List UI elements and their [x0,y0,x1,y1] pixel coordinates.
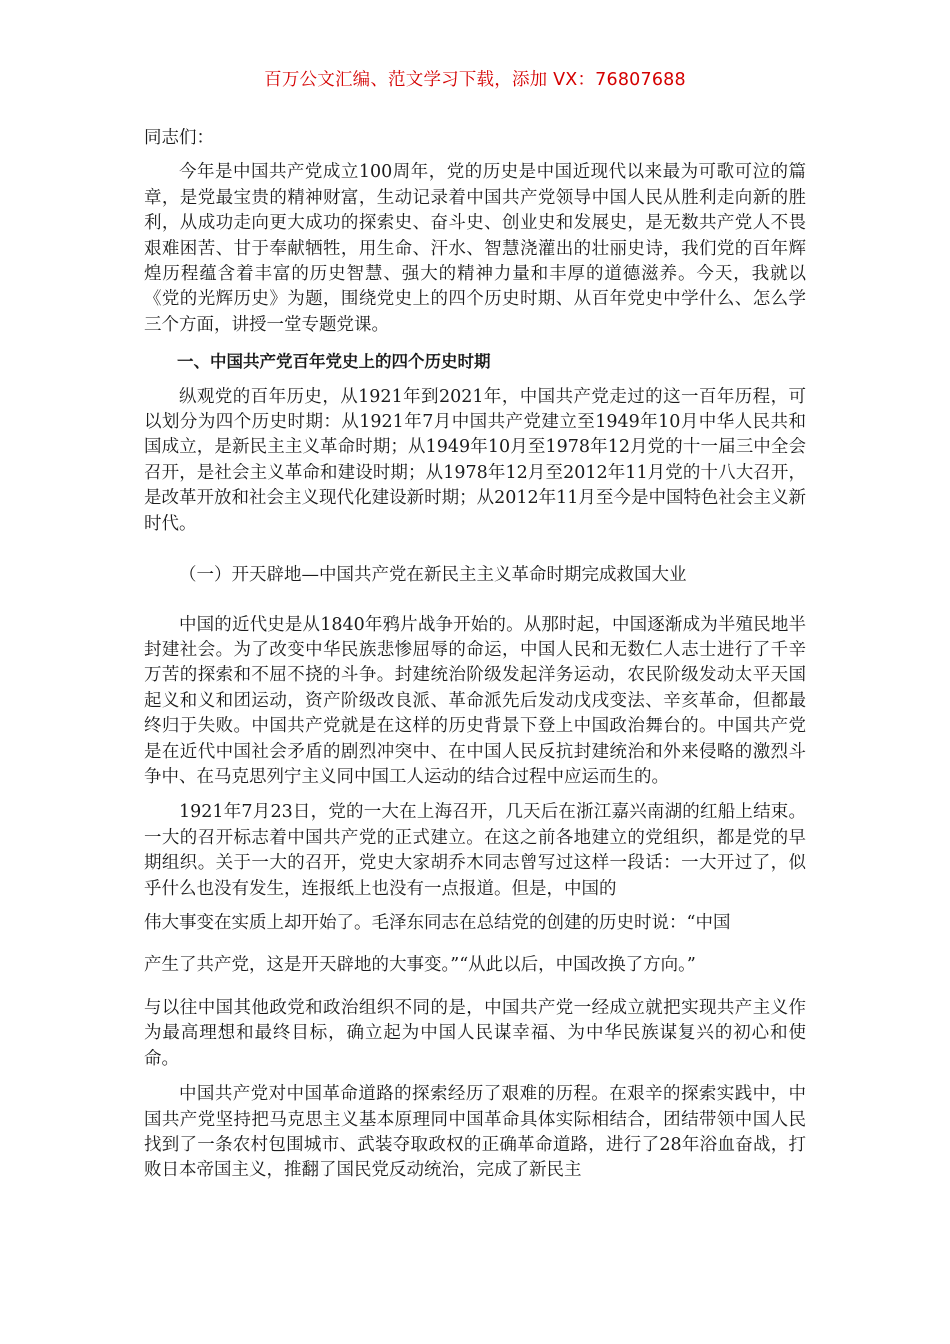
subsection-heading-1: （一）开天辟地—中国共产党在新民主主义革命时期完成救国大业 [179,565,687,586]
salutation: 同志们： [144,128,214,148]
paragraph-first-congress-line3: 产生了共产党，这是开天辟地的大事变。”“从此以后，中国改换了方向。” [144,954,696,975]
paragraph-intro: 今年是中国共产党成立100周年，党的历史是中国近现代以来最为可歌可泣的篇章，是党最宝贵的精神财富，生动记录着中国共产党领导中国人民从胜利走向新的胜利，从成功走向更大成功的探索史、奋斗史、创业史和发展史，是无数共产党人不畏艰难困苦、甘于奉献牺牲，用生命、汗水、智慧浇灌出的壮丽史诗，我们党的百年辉煌历程蕴含着丰富的历史智慧、强大的精神力量和丰厚的道德滋养。今天，我就以《党的光辉历史》为题，围绕党史上的四个历史时期、从百年党史中学什么、怎么学三个方面，讲授一堂专题党课。 [144,162,806,335]
paragraph-first-congress: 1921年7月23日，党的一大在上海召开，几天后在浙江嘉兴南湖的红船上结束。一大的召开标志着中国共产党的正式建立。在这之前各地建立的党组织，都是党的早期组织。关于一大的召开，党史大家胡乔木同志曾写过这样一段话：一大开过了，似乎什么也没有发生，连报纸上也没有一点报道。但是，中国的 [144,802,806,899]
paragraph-four-periods: 纵观党的百年历史，从1921年到2021年，中国共产党走过的这一百年历程，可以划分为四个历史时期：从1921年7月中国共产党建立至1949年10月中华人民共和国成立，是新民主主义革命时期；从1949年10月至1978年12月党的十一届三中全会召开，是社会主义革命和建设时期；从1978年12月至2012年11月党的十八大召开，是改革开放和社会主义现代化建设新时期；从2012年11月至今是中国特色社会主义新时代。 [144,386,806,534]
paragraph-revolution-road: 中国共产党对中国革命道路的探索经历了艰难的历程。在艰辛的探索实践中，中国共产党坚持把马克思主义基本原理同中国革命具体实际相结合，团结带领中国人民找到了一条农村包围城市、武装夺取政权的正确革命道路，进行了28年浴血奋战，打败日本帝国主义，推翻了国民党反动统治，完成了新民主 [144,1084,806,1181]
document-page [144,0,806,1344]
paragraph-founding-mission: 与以往中国其他政党和政治组织不同的是，中国共产党一经成立就把实现共产主义作为最高理想和最终目标，确立起为中国人民谋幸福、为中华民族谋复兴的初心和使命。 [144,997,806,1069]
paragraph-first-congress-line2: 伟大事变在实质上却开始了。毛泽东同志在总结党的创建的历史时说：“中国 [144,912,731,933]
section-heading-1: 一、中国共产党百年党史上的四个历史时期 [177,352,491,372]
paragraph-modern-history: 中国的近代史是从1840年鸦片战争开始的。从那时起，中国逐渐成为半殖民地半封建社会。为了改变中华民族悲惨屈辱的命运，中国人民和无数仁人志士进行了千辛万苦的探索和不屈不挠的斗争。封建统治阶级发起洋务运动，农民阶级发动太平天国起义和义和团运动，资产阶级改良派、革命派先后发动戊戌变法、辛亥革命，但都最终归于失败。中国共产党就是在这样的历史背景下登上中国政治舞台的。中国共产党是在近代中国社会矛盾的剧烈冲突中、在中国人民反抗封建统治和外来侵略的激烈斗争中、在马克思列宁主义同中国工人运动的结合过程中应运而生的。 [144,614,806,787]
page-header-watermark: 百万公文汇编、范文学习下载，添加 VX：76807688 [264,70,686,90]
document-body [144,126,806,1184]
